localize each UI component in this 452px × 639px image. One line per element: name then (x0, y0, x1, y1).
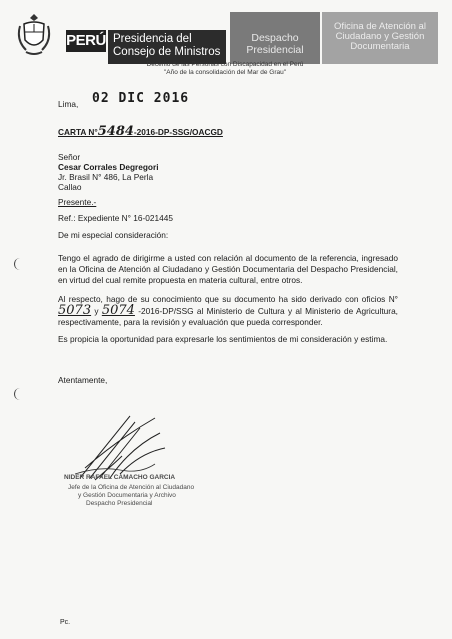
date-city: Lima, (58, 99, 79, 109)
carta-line (58, 124, 223, 139)
binding-mark (14, 258, 25, 270)
office-despacho-label: Despacho Presidencial (230, 12, 320, 64)
recipient-city: Callao (58, 182, 82, 192)
oficio-number-1: 5073 (58, 303, 92, 318)
paragraph-1: Tengo el agrado de dirigirme a usted con relación al documento de la referencia, ingresado en la Oficina de Atención al Ciudadano y Gestión Documentaria del Despacho Presidencial, en virtud del cual remite propuesta en materia cultural, entre otros. (58, 253, 398, 285)
reference: Ref.: Expediente N° 16-021445 (58, 213, 173, 223)
presente: Presente.- (58, 197, 97, 207)
paragraph-2-and: y (94, 306, 99, 316)
signer-title-2: y Gestión Documentaria y Archivo (78, 492, 176, 499)
carta-number: 5484 (97, 124, 134, 139)
footer-initials: Pc. (60, 619, 71, 626)
signer-title-1: Jefe de la Oficina de Atención al Ciudadano (68, 484, 195, 491)
peru-label: PERÚ (66, 30, 106, 52)
paragraph-2-part1: Al respecto, hago de su conocimiento que su documento ha sido derivado con oficios N° (58, 294, 398, 304)
closing: Atentamente, (58, 375, 108, 385)
decenio-line: Decenio de las Personas con Discapacidad en el Perú (146, 61, 304, 68)
office-oacgd-label: Oficina de Atención al Ciudadano y Gestión Documentaria (322, 12, 438, 64)
carta-prefix: CARTA N° (58, 127, 98, 137)
signer-name: NIDER RAFAEL CAMACHO GARCIA (64, 474, 176, 481)
carta-suffix: -2016-DP-SSG/OACGD (133, 127, 223, 137)
oficio-number-2: 5074 (101, 303, 135, 318)
recipient-address: Jr. Brasil N° 486, La Perla (58, 172, 154, 182)
salutation: Señor (58, 152, 81, 162)
paragraph-3: Es propicia la oportunidad para expresarle los sentimientos de mi consideración y estima. (58, 334, 388, 344)
signature-block (60, 408, 200, 518)
recipient-name: Cesar Corrales Degregori (58, 162, 159, 172)
institution-label: Presidencia del Consejo de Ministros (108, 30, 226, 64)
coat-of-arms-icon (16, 10, 52, 58)
paragraph-2-part2: -2016-DP/SSG al Ministerio de Cultura y al Ministerio de Agricultura, respectivamente, para la revisión y evaluación que pueda corresponder. (58, 306, 398, 327)
greeting: De mi especial consideración: (58, 230, 169, 240)
decenio-caption (120, 61, 330, 77)
letterhead (16, 8, 444, 58)
signer-title-3: Despacho Presidencial (86, 500, 153, 507)
year-motto: "Año de la consolidación del Mar de Grau" (163, 69, 287, 76)
binding-mark (14, 388, 25, 400)
date-stamp: 02 DIC 2016 (92, 91, 190, 106)
paragraph-2 (58, 294, 398, 328)
